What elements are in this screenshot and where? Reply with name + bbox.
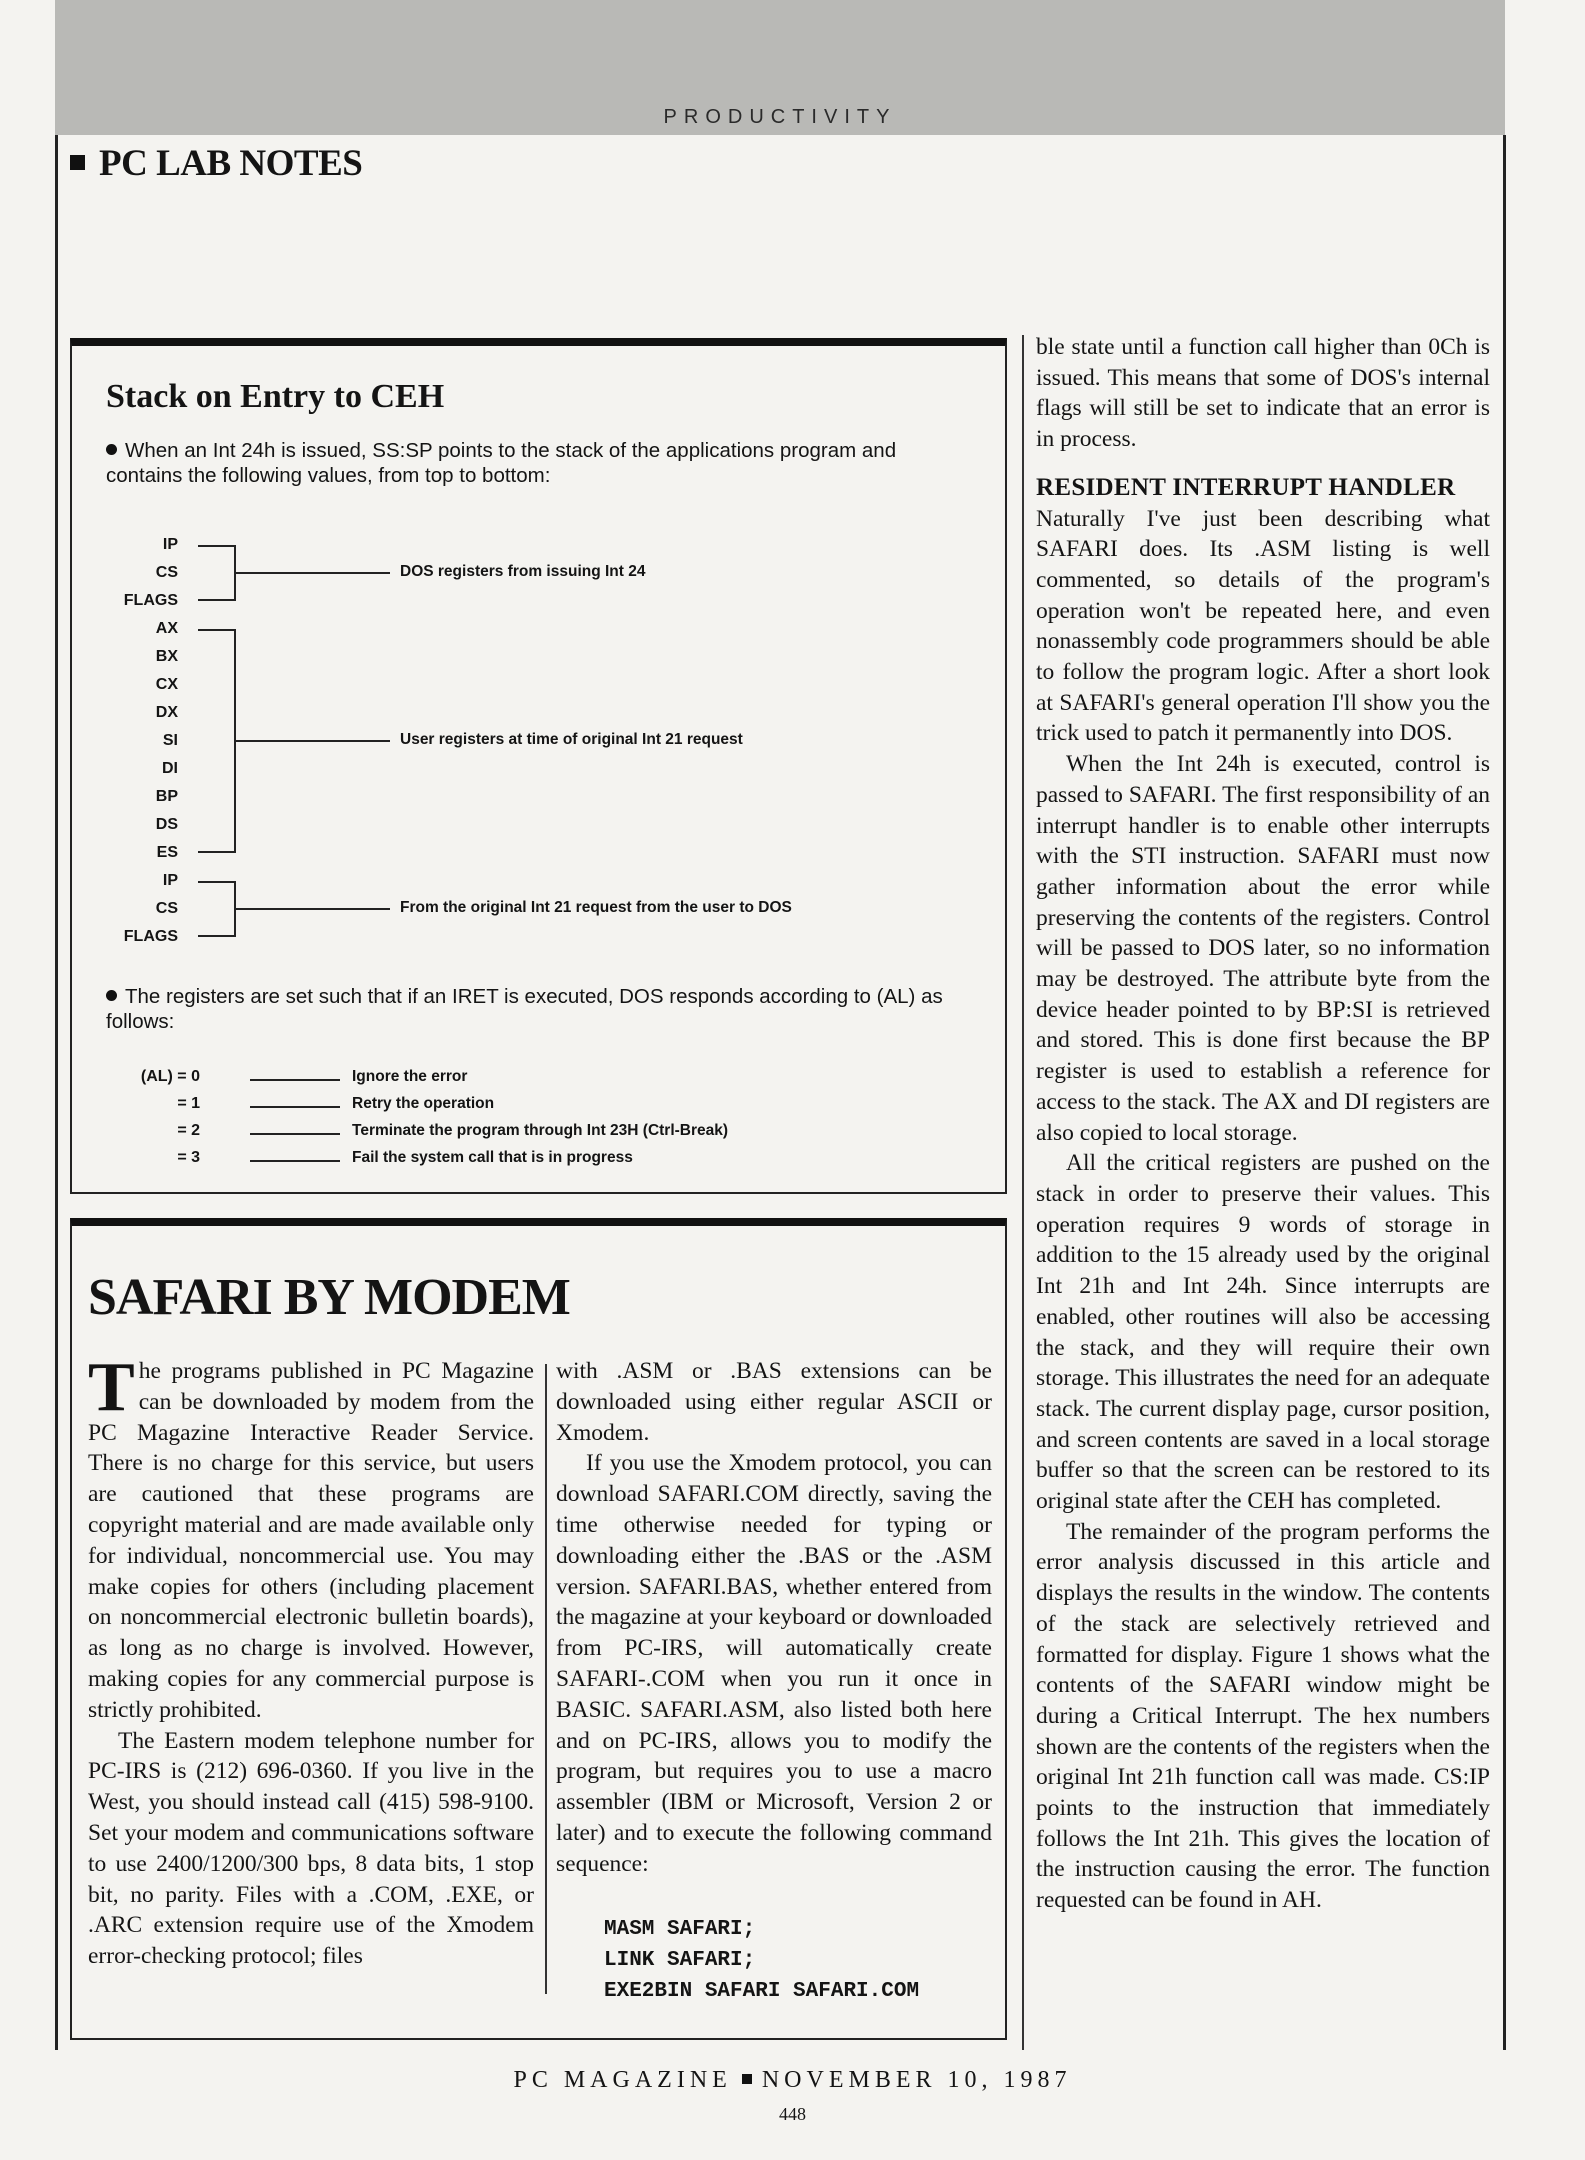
register-label: CX <box>155 676 178 693</box>
register-label: FLAGS <box>123 592 178 609</box>
sidebar-paragraph: he programs published in PC Magazine can be downloaded by modem from the PC Magazine Interactive Reader Service. There is no charge for this service, but users are cautioned that these programs are copyright material and are made available only for individual, noncommercial use. You may make copies for others (including placement on noncommercial electronic bulletin boards), as long as no charge is involved. However, making copies for any commercial purpose is strictly prohibited. <box>88 1358 534 1723</box>
bullet-dot-icon <box>106 990 117 1001</box>
page-number: 448 <box>779 2104 806 2124</box>
article-paragraph: Naturally I've just been describing what SAFARI does. Its .ASM listing is well commented, so details of the program's operation won't be repeated here, and even nonassembly code programmers should be able to follow the program logic. After a short look at SAFARI's general operation I'll show you the trick used to patch it permanently into DOS. <box>1036 505 1490 747</box>
column-name-text: PC LAB NOTES <box>99 143 363 184</box>
register-label: ES <box>156 844 178 861</box>
register-label: SI <box>162 732 178 749</box>
article-paragraph: The remainder of the program performs the error analysis discussed in this article and displays the results in the window. The contents of the stack are selectively retrieved and formatted for display. Figure 1 shows what the contents of the SAFARI window might be during a Critical Interrupt. The hex numbers shown are the contents of the registers when the original Int 21h function call was made. CS:IP points to the instruction that immediately follows the Int 21h. This gives the location of the instruction causing the error. The function requested can be found in AH. <box>1036 1518 1490 1914</box>
article-column <box>1036 332 1490 1916</box>
stack-figure-title: Stack on Entry to CEH <box>106 378 445 415</box>
stack-bullet-2 <box>106 984 976 1034</box>
stack-figure-box <box>70 338 1007 1194</box>
bullet-dot-icon <box>106 444 117 455</box>
code-line: LINK SAFARI; <box>604 1948 756 1972</box>
article-paragraph: ble state until a function call higher than 0Ch is issued. This means that some of DOS's internal flags will still be set to indicate that an error is in process. <box>1036 334 1490 453</box>
sidebar-column-1 <box>88 1349 534 1972</box>
article-subhead: RESIDENT INTERRUPT HANDLER <box>1036 473 1456 501</box>
al-leader-line <box>250 1160 340 1162</box>
safari-modem-sidebar <box>70 1218 1007 2040</box>
sidebar-paragraph: The Eastern modem telephone number for PC-IRS is (212) 696-0360. If you live in the West, you should instead call (415) 598-9100. Set your modem and communications software to use 2400/1200/300 bps, 8 data bits, 1 stop bit, no parity. Files with a .COM, .EXE, or .ARC extension require use of the Xmodem error-checking protocol; files <box>88 1727 534 1970</box>
register-label: BX <box>155 648 178 665</box>
section-label: PRODUCTIVITY <box>663 106 897 128</box>
sidebar-paragraph: If you use the Xmodem protocol, you can download SAFARI.COM directly, saving the time otherwise needed for typing or downloading either the .BAS or the .ASM version. SAFARI.BAS, whether entered from the magazine at your keyboard or downloaded from PC-IRS, will automatically create SAFARI-.COM when you run it once in BASIC. SAFARI.ASM, also listed both here and on PC-IRS, allows you to modify the program, but requires you to use a macro assembler (IBM or Microsoft, Version 2 or later) and to execute the following command sequence: <box>556 1450 992 1877</box>
group-2-label: User registers at time of original Int 21 request <box>400 731 743 748</box>
column-name <box>70 142 362 185</box>
drop-cap: T <box>88 1349 135 1426</box>
register-label: DS <box>155 816 178 833</box>
stack-bullet-1-text: When an Int 24h is issued, SS:SP points to the stack of the applications program and contains the following values, from top to bottom: <box>106 439 897 487</box>
al-value-label: = 2 <box>177 1122 200 1139</box>
register-label: CS <box>155 900 178 917</box>
register-label: CS <box>155 564 178 581</box>
al-leader-line <box>250 1106 340 1108</box>
command-sequence <box>604 1914 992 2007</box>
sidebar-paragraph: with .ASM or .BAS extensions can be downloaded using either regular ASCII or Xmodem. <box>556 1358 992 1446</box>
al-leader-line <box>250 1133 340 1135</box>
stack-bullet-2-text: The registers are set such that if an IRET is executed, DOS responds according to (AL) as follows: <box>106 985 943 1033</box>
column-divider <box>1022 335 1024 2050</box>
register-label: AX <box>155 620 178 637</box>
square-separator-icon <box>742 2074 752 2084</box>
register-label: IP <box>162 536 178 553</box>
sidebar-column-2 <box>556 1356 992 2007</box>
al-value-desc: Ignore the error <box>352 1068 468 1085</box>
square-bullet-icon <box>70 155 85 170</box>
bracket-group-3 <box>198 882 235 936</box>
al-value-label: = 1 <box>177 1095 200 1112</box>
sidebar-column-divider <box>545 1364 547 1994</box>
group-3-label: From the original Int 21 request from the user to DOS <box>400 899 792 916</box>
article-paragraph: All the critical registers are pushed on the stack in order to preserve their values. This operation requires 9 words of storage in addition to the 15 already used by the original Int 21h and Int 24h. Since interrupts are enabled, other routines will also be accessing the stack, and they will require their own storage. This illustrates the need for an adequate stack. The current display page, cursor position, and screen contents are saved in a local storage buffer so that the screen can be restored to its original state after the CEH has completed. <box>1036 1150 1490 1515</box>
register-label: IP <box>162 872 178 889</box>
publication-name: PC MAGAZINE <box>513 2067 732 2093</box>
register-label: DI <box>162 760 178 777</box>
code-line: MASM SAFARI; <box>604 1917 756 1941</box>
al-leader-line <box>250 1079 340 1081</box>
article-paragraph: When the Int 24h is executed, control is passed to SAFARI. The first responsibility of an interrupt handler is to enable other interrupts with the STI instruction. SAFARI must now gather information about the error while preserving the contents of the registers. Control will be passed to DOS later, so no information may be destroyed. The attribute byte from the device header pointed to by BP:SI is retrieved and stored. This is done first because the BP register is used to establish a reference for access to the stack. The AX and DI registers are also copied to local storage. <box>1036 751 1490 1146</box>
register-brackets <box>190 346 490 946</box>
group-1-label: DOS registers from issuing Int 24 <box>400 563 646 580</box>
register-label: FLAGS <box>123 928 178 945</box>
al-value-desc: Terminate the program through Int 23H (Ctrl-Break) <box>352 1122 729 1139</box>
right-rule <box>1503 135 1506 2050</box>
al-value-desc: Fail the system call that is in progress <box>352 1149 633 1166</box>
sidebar-title: SAFARI BY MODEM <box>88 1269 570 1326</box>
register-label: BP <box>155 788 178 805</box>
al-value-label: = 3 <box>177 1149 200 1166</box>
issue-date: NOVEMBER 10, 1987 <box>761 2067 1072 2093</box>
bracket-group-1 <box>198 546 235 600</box>
header-band <box>55 0 1505 135</box>
left-rule <box>55 135 58 2050</box>
code-line: EXE2BIN SAFARI SAFARI.COM <box>604 1979 920 2003</box>
page-footer <box>0 2067 1585 2094</box>
al-value-label: (AL) = 0 <box>140 1068 200 1085</box>
register-label: DX <box>155 704 178 721</box>
bracket-group-2 <box>198 630 235 852</box>
al-value-desc: Retry the operation <box>352 1095 495 1112</box>
